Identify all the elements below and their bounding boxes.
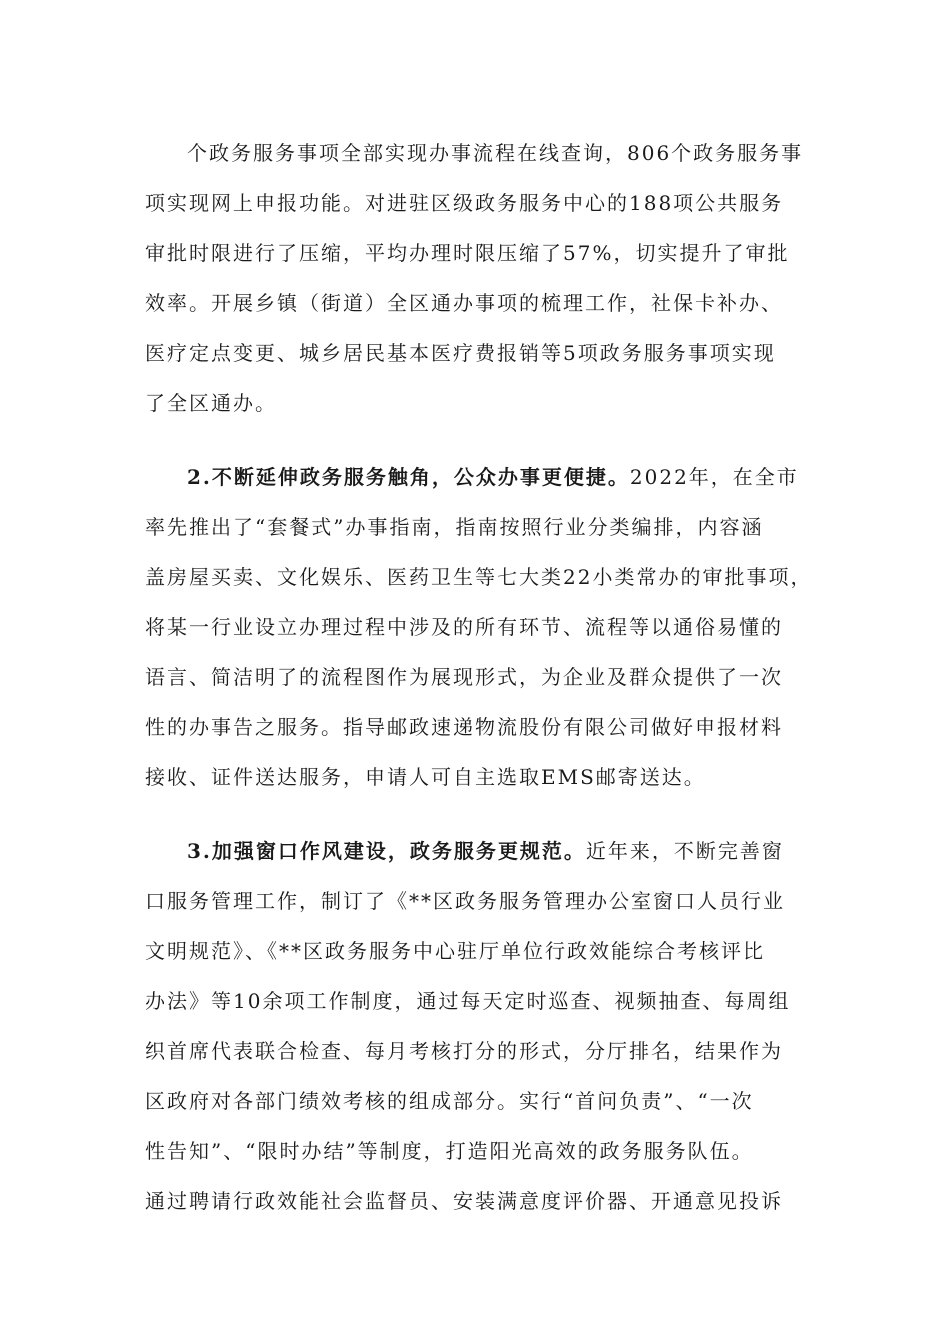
text-line: 性的办事告之服务。指导邮政速递物流股份有限公司做好申报材料 [145,715,783,739]
text-line: 性告知”、“限时办结”等制度，打造阳光高效的政务服务队伍。 [145,1139,754,1163]
paragraph-3 [145,826,815,1226]
text-line: 办法》等10余项工作制度，通过每天定时巡查、视频抽查、每周组 [145,989,791,1013]
text-line: 率先推出了“套餐式”办事指南，指南按照行业分类编排，内容涵 [145,515,764,539]
text-line: 个政务服务事项全部实现办事流程在线查询，806个政务服务事 [187,141,804,165]
text-line: 将某一行业设立办理过程中涉及的所有环节、流程等以通俗易懂的 [145,615,783,639]
text-run: 近年来，不断完善窗 [585,839,784,863]
text-line: 效率。开展乡镇（街道）全区通办事项的梳理工作，社保卡补办、 [145,291,783,315]
paragraph-1 [145,128,815,428]
text-line: 审批时限进行了压缩，平均办理时限压缩了57%，切实提升了审批 [145,241,790,265]
text-line: 医疗定点变更、城乡居民基本医疗费报销等5项政务服务事项实现 [145,341,776,365]
section-heading: 2.不断延伸政务服务触角，公众办事更便捷。 [187,465,630,489]
paragraph-first-line [145,452,815,502]
paragraph-gap [145,428,815,452]
text-line: 文明规范》、《**区政务服务中心驻厅单位行政效能综合考核评比 [145,939,765,963]
section-heading: 3.加强窗口作风建设，政务服务更规范。 [187,839,586,863]
text-line: 通过聘请行政效能社会监督员、安装满意度评价器、开通意见投诉 [145,1189,783,1213]
paragraph-2 [145,452,815,802]
text-line: 接收、证件送达服务，申请人可自主选取EMS邮寄送达。 [145,765,706,789]
text-line: 语言、简洁明了的流程图作为展现形式，为企业及群众提供了一次 [145,665,783,689]
paragraph-first-line [145,826,815,876]
paragraph-gap [145,802,815,826]
text-line: 项实现网上申报功能。对进驻区级政务服务中心的188项公共服务 [145,191,784,215]
text-run: 2022年，在全市 [629,465,799,489]
text-line: 织首席代表联合检查、每月考核打分的形式，分厅排名，结果作为 [145,1039,783,1063]
text-line: 盖房屋买卖、文化娱乐、医药卫生等七大类22小类常办的审批事项， [145,565,813,589]
text-line: 了全区通办。 [145,391,277,415]
document-body [145,128,815,1226]
text-line: 区政府对各部门绩效考核的组成部分。实行“首问负责”、“一次 [145,1089,754,1113]
text-line: 口服务管理工作，制订了《**区政务服务管理办公室窗口人员行业 [145,889,785,913]
